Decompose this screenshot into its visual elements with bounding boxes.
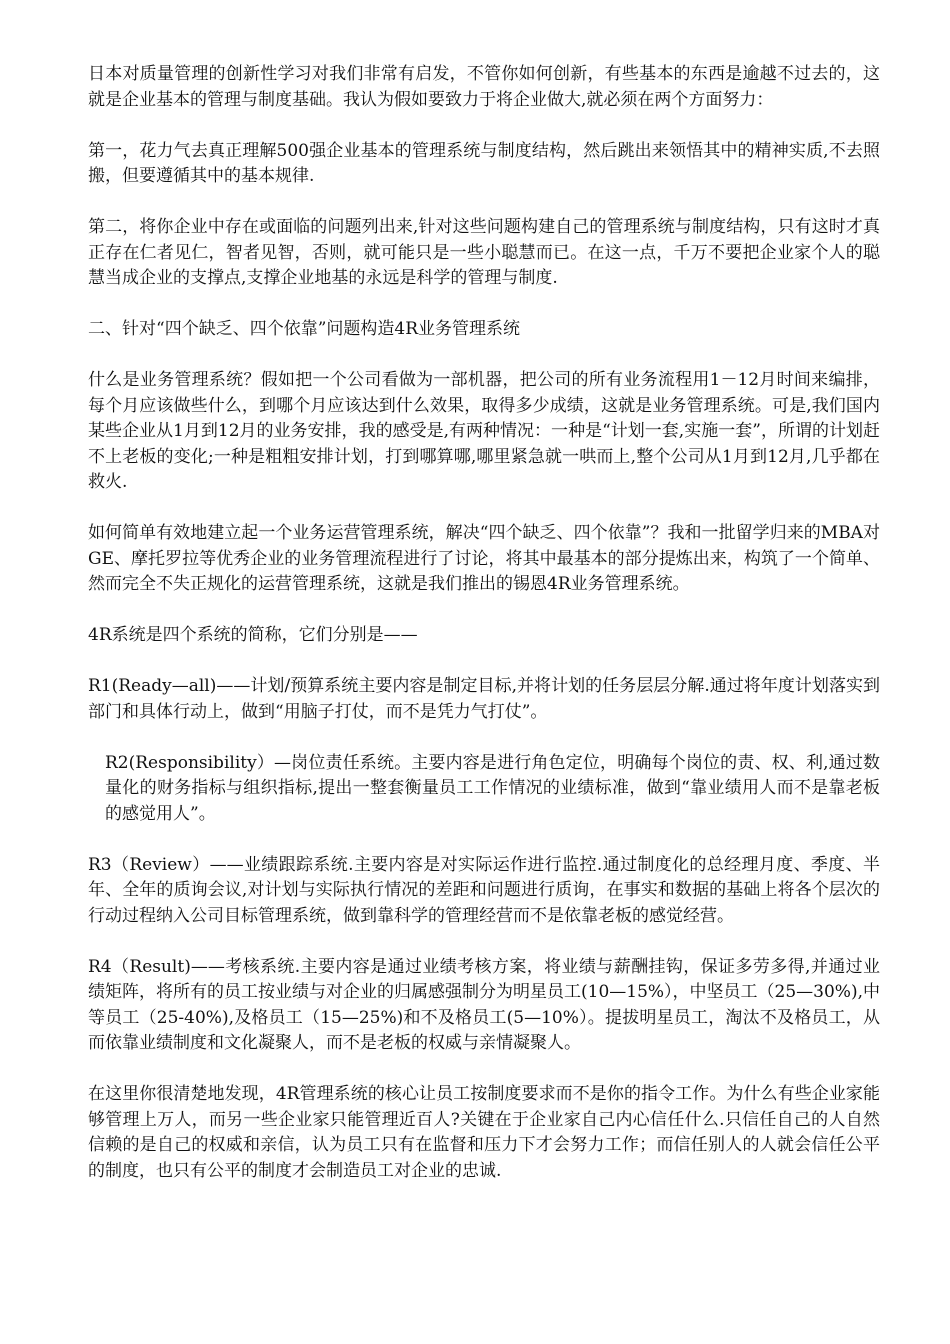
paragraph-how-to-build: 如何简单有效地建立起一个业务运营管理系统，解决“四个缺乏、四个依靠”？我和一批留学归来的MBA对GE、摩托罗拉等优秀企业的业务管理流程进行了讨论，将其中最基本的部分提炼出来，构筑了一个简单、然而完全不失正规化的运营管理系统，这就是我们推出的锡恩4R业务管理系统。 <box>88 523 880 594</box>
paragraph-r2: R2(Responsibility）—岗位责任系统。主要内容是进行角色定位，明确每个岗位的责、权、利,通过数量化的财务指标与组织指标,提出一整套衡量员工工作情况的业绩标准，做到“靠业绩用人而不是靠老板的感觉用人”。 <box>105 752 880 824</box>
paragraph-point-two: 第二，将你企业中存在或面临的问题列出来,针对这些问题构建自己的管理系统与制度结构，只有这时才真正存在仁者见仁，智者见智，否则，就可能只是一些小聪慧而已。在这一点，千万不要把企业家个人的聪慧当成企业的支撑点,支撑企业地基的永远是科学的管理与制度. <box>88 217 880 288</box>
paragraph-r1: R1(Ready—all)——计划/预算系统主要内容是制定目标,并将计划的任务层层分解.通过将年度计划落实到部门和具体行动上，做到“用脑子打仗，而不是凭力气打仗”。 <box>88 676 880 722</box>
section-heading-4r: 二、针对“四个缺乏、四个依靠”问题构造4R业务管理系统 <box>88 319 520 339</box>
paragraph-what-is-system: 什么是业务管理系统？假如把一个公司看做为一部机器，把公司的所有业务流程用1－12月时间来编排，每个月应该做些什么，到哪个月应该达到什么效果，取得多少成绩，这就是业务管理系统。可是,我们国内某些企业从1月到12月的业务安排，我的感受是,有两种情况：一种是“计划一套,实施一套”，所谓的计划赶不上老板的变化;一种是粗粗安排计划，打到哪算哪,哪里紧急就一哄而上,整个公司从1月到12月,几乎都在救火. <box>88 370 880 492</box>
paragraph-intro: 日本对质量管理的创新性学习对我们非常有启发，不管你如何创新，有些基本的东西是逾越不过去的，这就是企业基本的管理与制度基础。我认为假如要致力于将企业做大,就必须在两个方面努力： <box>88 64 880 110</box>
paragraph-r4: R4（Result)——考核系统.主要内容是通过业绩考核方案，将业绩与薪酬挂钩，保证多劳多得,并通过业绩矩阵，将所有的员工按业绩与对企业的归属感强制分为明星员工(10—15%），中坚员工（25—30%),中等员工（25-40%),及格员工（15—25%)和不及格员工(5—10%）。提拔明星员工，淘汰不及格员工，从而依靠业绩制度和文化凝聚人，而不是老板的权威与亲情凝聚人。 <box>88 956 881 1053</box>
paragraph-conclusion: 在这里你很清楚地发现，4R管理系统的核心让员工按制度要求而不是你的指令工作。为什么有些企业家能够管理上万人，而另一些企业家只能管理近百人?关键在于企业家自己内心信任什么.只信任自己的人自然信赖的是自己的权威和亲信，认为员工只有在监督和压力下才会努力工作；而信任别人的人就会信任公平的制度，也只有公平的制度才会制造员工对企业的忠诚. <box>88 1084 880 1181</box>
paragraph-r3: R3（Review）——业绩跟踪系统.主要内容是对实际运作进行监控.通过制度化的总经理月度、季度、半年、全年的质询会议,对计划与实际执行情况的差距和问题进行质询，在事实和数据的基础上将各个层次的行动过程纳入公司目标管理系统，做到靠科学的管理经营而不是依靠老板的感觉经营。 <box>88 854 880 926</box>
paragraph-point-one: 第一，花力气去真正理解500强企业基本的管理系统与制度结构，然后跳出来领悟其中的精神实质,不去照搬，但要遵循其中的基本规律. <box>88 140 880 186</box>
document-body <box>88 62 880 1210</box>
paragraph-4r-intro: 4R系统是四个系统的简称，它们分别是—— <box>88 625 418 645</box>
